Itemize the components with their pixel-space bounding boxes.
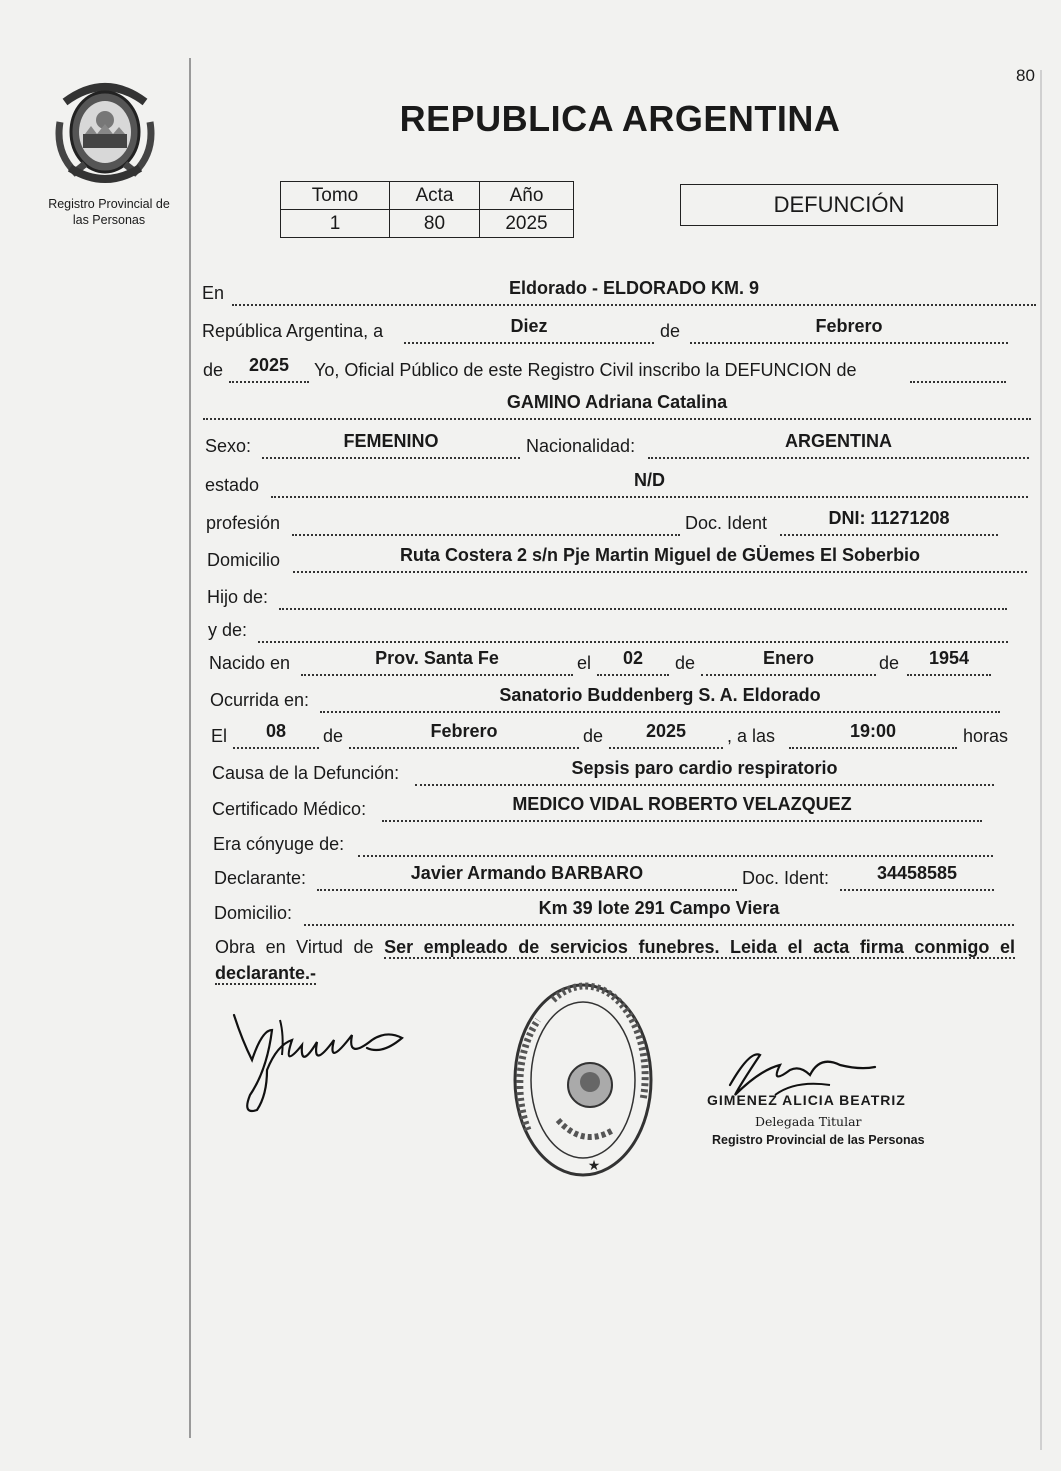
obra-label: Obra en Virtud de [215, 937, 374, 957]
domicilio2-field [304, 900, 1014, 926]
causa-value: Sepsis paro cardio respiratorio [571, 758, 838, 778]
rep-label: República Argentina, a [202, 321, 384, 341]
birth-day-value: 02 [622, 648, 644, 668]
inscribo-text: Yo, Oficial Público de este Registro Civil inscribo la DEFUNCION de [314, 360, 857, 380]
de5-label: de [323, 726, 344, 746]
de2-label: de [203, 360, 224, 380]
horas-label: horas [963, 726, 1009, 746]
sexo-label: Sexo: [205, 436, 252, 456]
death-year-field [609, 723, 723, 749]
death-day-field [233, 723, 319, 749]
domicilio-value: Ruta Costera 2 s/n Pje Martin Miguel de GÜemes El Soberbio [399, 545, 921, 565]
declarant-signature [222, 1000, 422, 1120]
day-field [404, 318, 654, 344]
deceased-name: GAMINO Adriana Catalina [506, 392, 728, 412]
causa-label: Causa de la Defunción: [212, 763, 400, 783]
sexo-value: FEMENINO [343, 431, 439, 451]
tomo-acta-year-table [280, 181, 574, 238]
row-domicilio-declarante [214, 900, 1014, 926]
ocurrida-label: Ocurrida en: [210, 690, 310, 710]
estado-label: estado [205, 475, 260, 495]
death-day-value: 08 [265, 721, 287, 741]
obra-value: Ser empleado de servicios funebres. Leida el acta firma conmigo el declarante.- [215, 937, 1015, 983]
officer-role: Delegada Titular [755, 1114, 862, 1129]
de1-label: de [660, 321, 681, 341]
yde-field [258, 617, 1008, 643]
row-en [202, 280, 1036, 306]
registry-caption-line-1: Registro Provincial de [48, 197, 170, 211]
en-label: En [202, 283, 225, 303]
left-margin-line [189, 58, 191, 1438]
ocurrida-value: Sanatorio Buddenberg S. A. Eldorado [499, 685, 821, 705]
page-number: 80 [1016, 66, 1035, 85]
declarante-doc-label: Doc. Ident: [742, 868, 830, 888]
el2-label: El [211, 726, 228, 746]
tomo-value: 1 [281, 210, 390, 238]
birth-month-value: Enero [762, 648, 814, 668]
declarante-doc-field [840, 865, 994, 891]
death-time-field [789, 723, 957, 749]
acta-header: Acta [390, 182, 480, 210]
row-certificado [212, 796, 982, 822]
name-field [203, 394, 1031, 420]
estado-field [271, 472, 1028, 498]
row-conyuge [213, 831, 993, 857]
doc-label: Doc. Ident [685, 513, 768, 533]
row-declarante [214, 865, 994, 891]
row-yde [208, 617, 1008, 643]
doc-value: DNI: 11271208 [828, 508, 950, 528]
nacionalidad-field [648, 433, 1029, 459]
domicilio2-value: Km 39 lote 291 Campo Viera [538, 898, 780, 918]
nacionalidad-label: Nacionalidad: [526, 436, 636, 456]
profesion-field [292, 510, 680, 536]
row-ocurrida [210, 687, 1000, 713]
year-header: Año [480, 182, 574, 210]
obra-paragraph [215, 934, 1015, 986]
registry-caption [30, 196, 188, 228]
row-year [203, 357, 1006, 383]
tomo-header: Tomo [281, 182, 390, 210]
nacido-value: Prov. Santa Fe [375, 648, 499, 668]
year-field [229, 357, 309, 383]
alas-label: , a las [727, 726, 776, 746]
row-estado [205, 472, 1028, 498]
birth-year-field [907, 650, 991, 676]
estado-value: N/D [634, 470, 665, 490]
declarante-value: Javier Armando BARBARO [410, 863, 644, 883]
de3-label: de [675, 653, 696, 673]
domicilio2-label: Domicilio: [214, 903, 293, 923]
doc-field [780, 510, 998, 536]
en-value: Eldorado - ELDORADO KM. 9 [508, 278, 759, 298]
death-month-value: Febrero [430, 721, 498, 741]
month-field [690, 318, 1008, 344]
row-sex-nationality [205, 433, 1029, 459]
officer-name: GIMENEZ ALICIA BEATRIZ [707, 1092, 906, 1108]
birth-day-field [597, 650, 669, 676]
row-domicilio [207, 547, 1027, 573]
hijo-field [279, 584, 1007, 610]
declarante-field [317, 865, 737, 891]
certificado-label: Certificado Médico: [212, 799, 367, 819]
row-hijo [207, 584, 1007, 610]
row-death-date [211, 723, 1011, 749]
year-value-text: 2025 [248, 355, 290, 375]
conyuge-field [358, 831, 993, 857]
misiones-crest-logo [55, 72, 155, 187]
year-value: 2025 [480, 210, 574, 238]
certificado-value: MEDICO VIDAL ROBERTO VELAZQUEZ [512, 794, 852, 814]
right-margin-line [1040, 70, 1042, 1450]
day-value: Diez [510, 316, 548, 336]
svg-text:★: ★ [587, 1158, 601, 1174]
nacido-field [301, 650, 573, 676]
row-nacido [209, 650, 991, 676]
death-time-value: 19:00 [849, 721, 897, 741]
causa-field [415, 760, 994, 786]
row-name [203, 394, 1031, 420]
registry-seal [508, 980, 658, 1180]
de4-label: de [879, 653, 900, 673]
nacido-label: Nacido en [209, 653, 291, 673]
page-title: REPUBLICA ARGENTINA [399, 98, 841, 139]
certificado-field [382, 796, 982, 822]
officer-org: Registro Provincial de las Personas [712, 1133, 925, 1147]
sexo-field [262, 433, 520, 459]
domicilio-label: Domicilio [207, 550, 281, 570]
birth-year-value: 1954 [928, 648, 970, 668]
death-year-value: 2025 [645, 721, 687, 741]
inscribo-blank [910, 357, 1006, 383]
declarante-doc-value: 34458585 [876, 863, 958, 883]
row-profesion-doc [206, 510, 998, 536]
el-label: el [577, 653, 592, 673]
profesion-label: profesión [206, 513, 281, 533]
nacionalidad-value: ARGENTINA [785, 431, 892, 451]
row-causa [212, 760, 994, 786]
acta-value: 80 [390, 210, 480, 238]
de6-label: de [583, 726, 604, 746]
hijo-label: Hijo de: [207, 587, 269, 607]
domicilio-field [293, 547, 1027, 573]
birth-month-field [701, 650, 876, 676]
act-type-box: DEFUNCIÓN [680, 184, 998, 226]
row-date [202, 318, 1008, 344]
death-month-field [349, 723, 579, 749]
ocurrida-field [320, 687, 1000, 713]
en-field [232, 280, 1036, 306]
month-value: Febrero [815, 316, 883, 336]
registry-caption-line-2: las Personas [72, 213, 146, 227]
yde-label: y de: [208, 620, 248, 640]
conyuge-label: Era cónyuge de: [213, 834, 345, 854]
declarante-label: Declarante: [214, 868, 307, 888]
